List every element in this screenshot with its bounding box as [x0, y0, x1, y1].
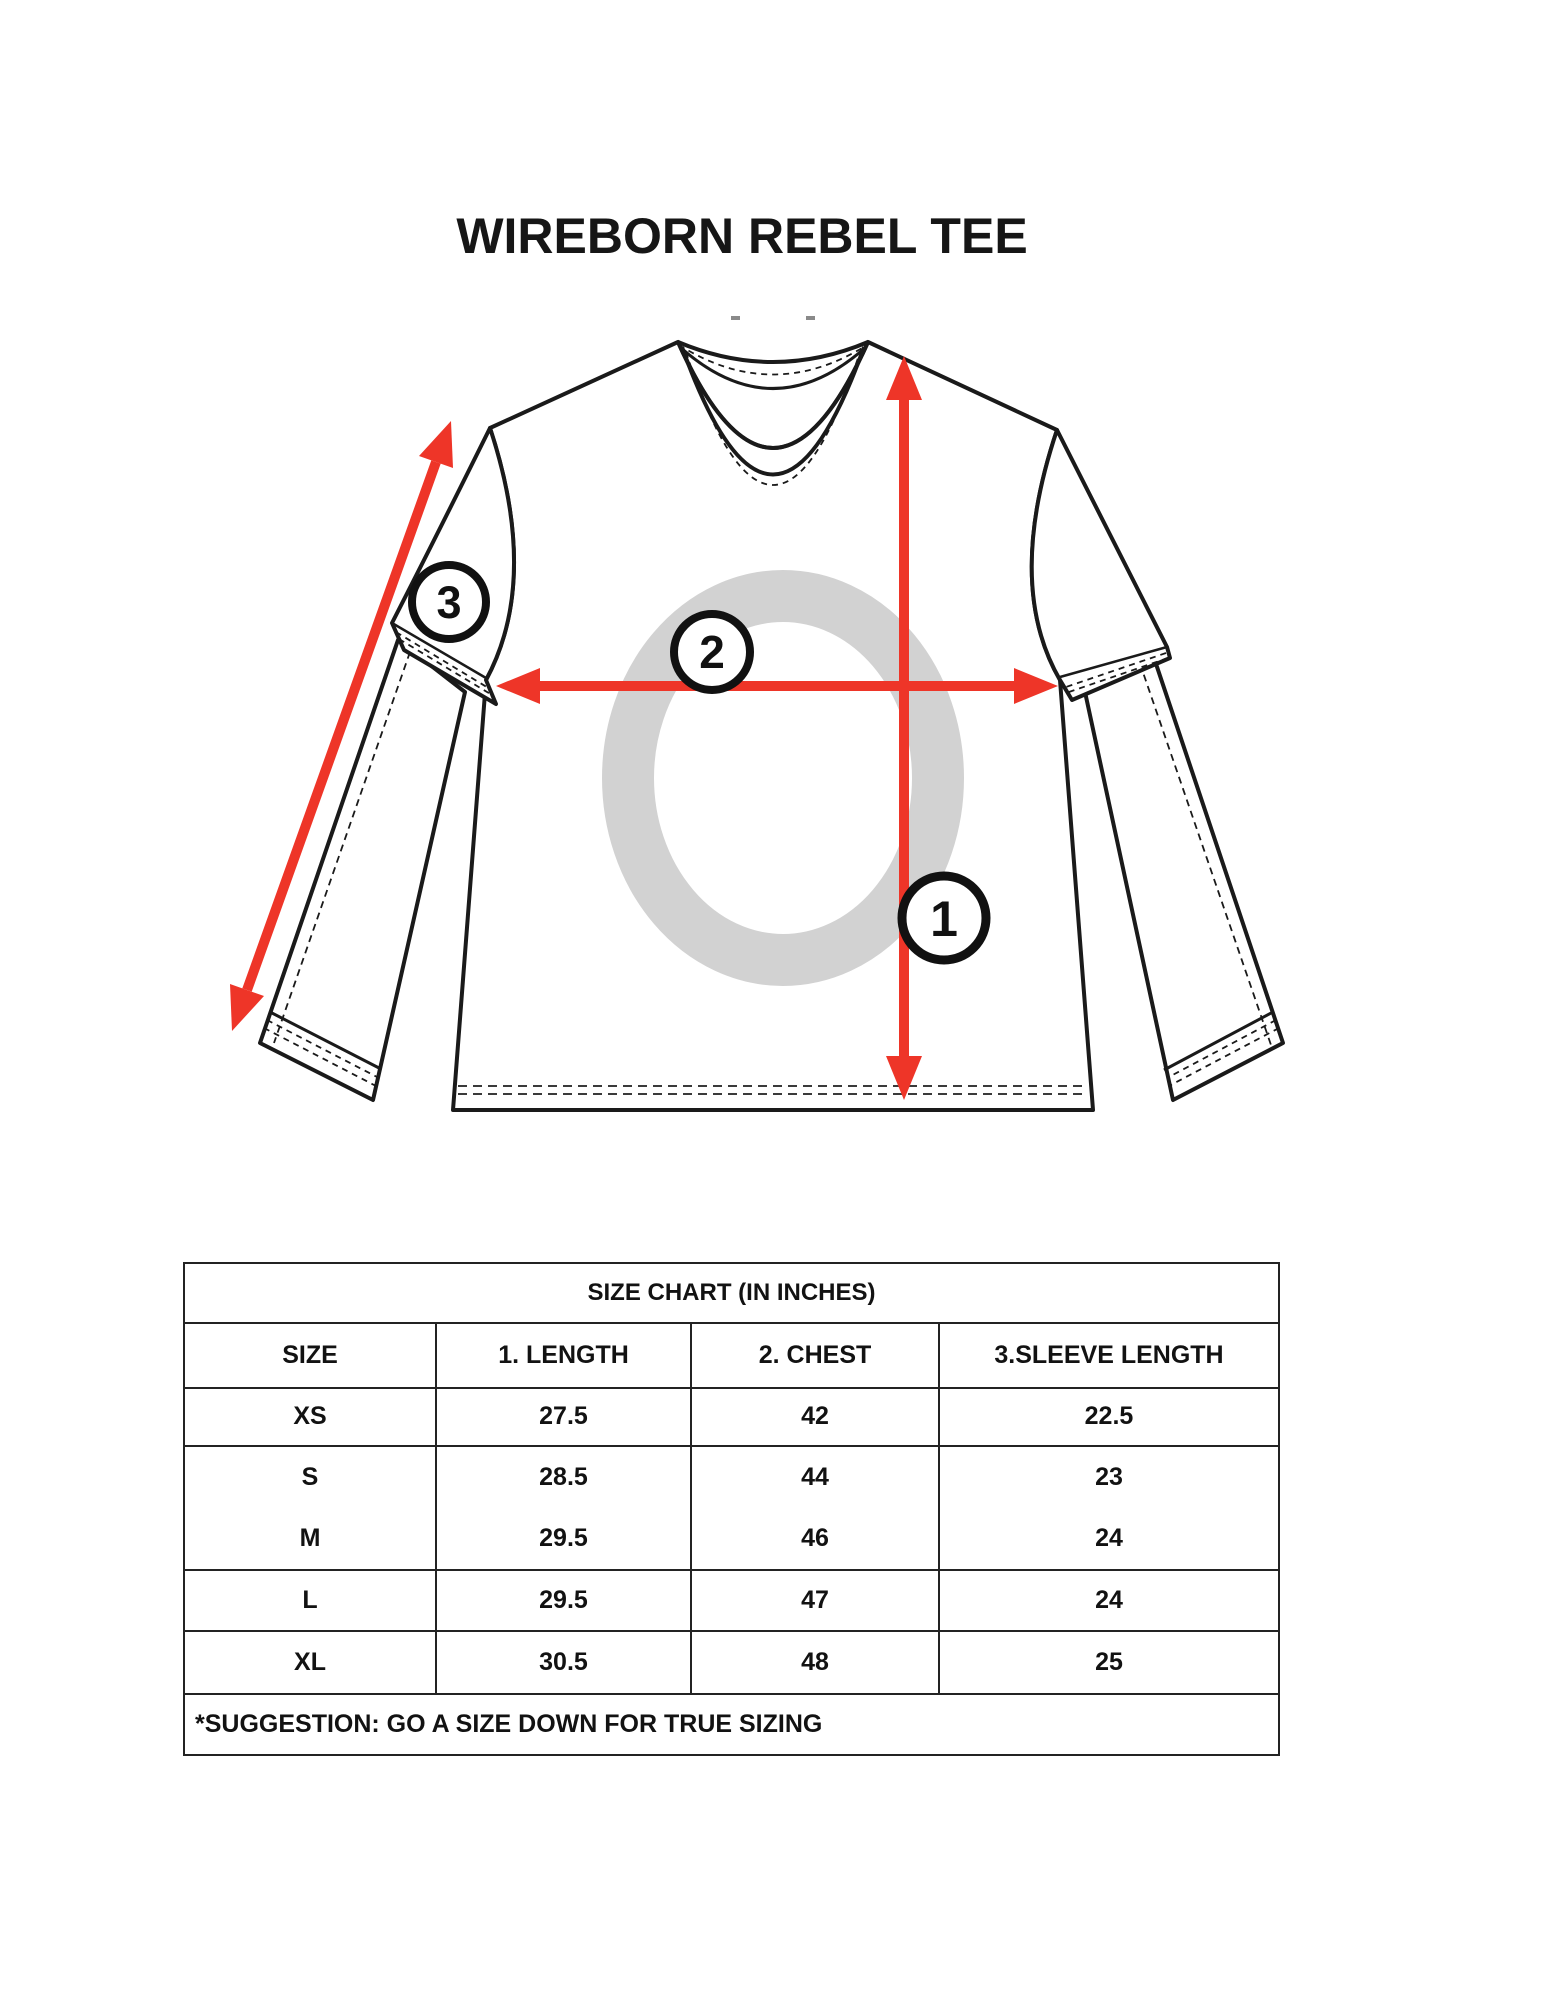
table-row-xs: [184, 1388, 1279, 1446]
marker-3: [412, 565, 486, 639]
cell-length: 29.5: [436, 1508, 691, 1570]
cell-sleeve: 25: [939, 1631, 1279, 1694]
suggestion-row: [184, 1694, 1279, 1755]
marker-2-label: 2: [699, 626, 725, 678]
table-row-m: [184, 1508, 1279, 1570]
cell-length: 30.5: [436, 1631, 691, 1694]
suggestion-note: *SUGGESTION: GO A SIZE DOWN FOR TRUE SIZING: [184, 1694, 1279, 1755]
cell-size: L: [184, 1570, 436, 1631]
size-chart-header-row: [184, 1323, 1279, 1388]
col-header-length: 1. LENGTH: [436, 1323, 691, 1388]
cell-length: 29.5: [436, 1570, 691, 1631]
cell-size: M: [184, 1508, 436, 1570]
cell-sleeve: 24: [939, 1570, 1279, 1631]
col-header-size: SIZE: [184, 1323, 436, 1388]
table-row-s: [184, 1446, 1279, 1508]
cell-length: 27.5: [436, 1388, 691, 1446]
cell-chest: 48: [691, 1631, 939, 1694]
cell-chest: 42: [691, 1388, 939, 1446]
cell-sleeve: 24: [939, 1508, 1279, 1570]
marker-3-label: 3: [436, 577, 462, 628]
tshirt-body: [453, 342, 1093, 1110]
size-chart-title-row: [184, 1263, 1279, 1323]
col-header-sleeve: 3.SLEEVE LENGTH: [939, 1323, 1279, 1388]
cell-size: XL: [184, 1631, 436, 1694]
cell-length: 28.5: [436, 1446, 691, 1508]
cell-size: XS: [184, 1388, 436, 1446]
page-title: WIREBORN REBEL TEE: [456, 208, 1028, 264]
marker-1: [902, 876, 986, 960]
cell-chest: 47: [691, 1570, 939, 1631]
cell-chest: 44: [691, 1446, 939, 1508]
hanger-dots: [731, 316, 815, 320]
table-row-xl: [184, 1631, 1279, 1694]
right-long-sleeve: [1085, 640, 1283, 1100]
marker-1-label: 1: [930, 891, 958, 947]
cell-size: S: [184, 1446, 436, 1508]
right-short-sleeve: [1032, 430, 1170, 700]
table-row-l: [184, 1570, 1279, 1631]
col-header-chest: 2. CHEST: [691, 1323, 939, 1388]
size-chart-table: [183, 1262, 1280, 1756]
cell-sleeve: 23: [939, 1446, 1279, 1508]
size-chart-title: SIZE CHART (IN INCHES): [184, 1263, 1279, 1323]
cell-chest: 46: [691, 1508, 939, 1570]
cell-sleeve: 22.5: [939, 1388, 1279, 1446]
marker-2: [674, 614, 750, 690]
